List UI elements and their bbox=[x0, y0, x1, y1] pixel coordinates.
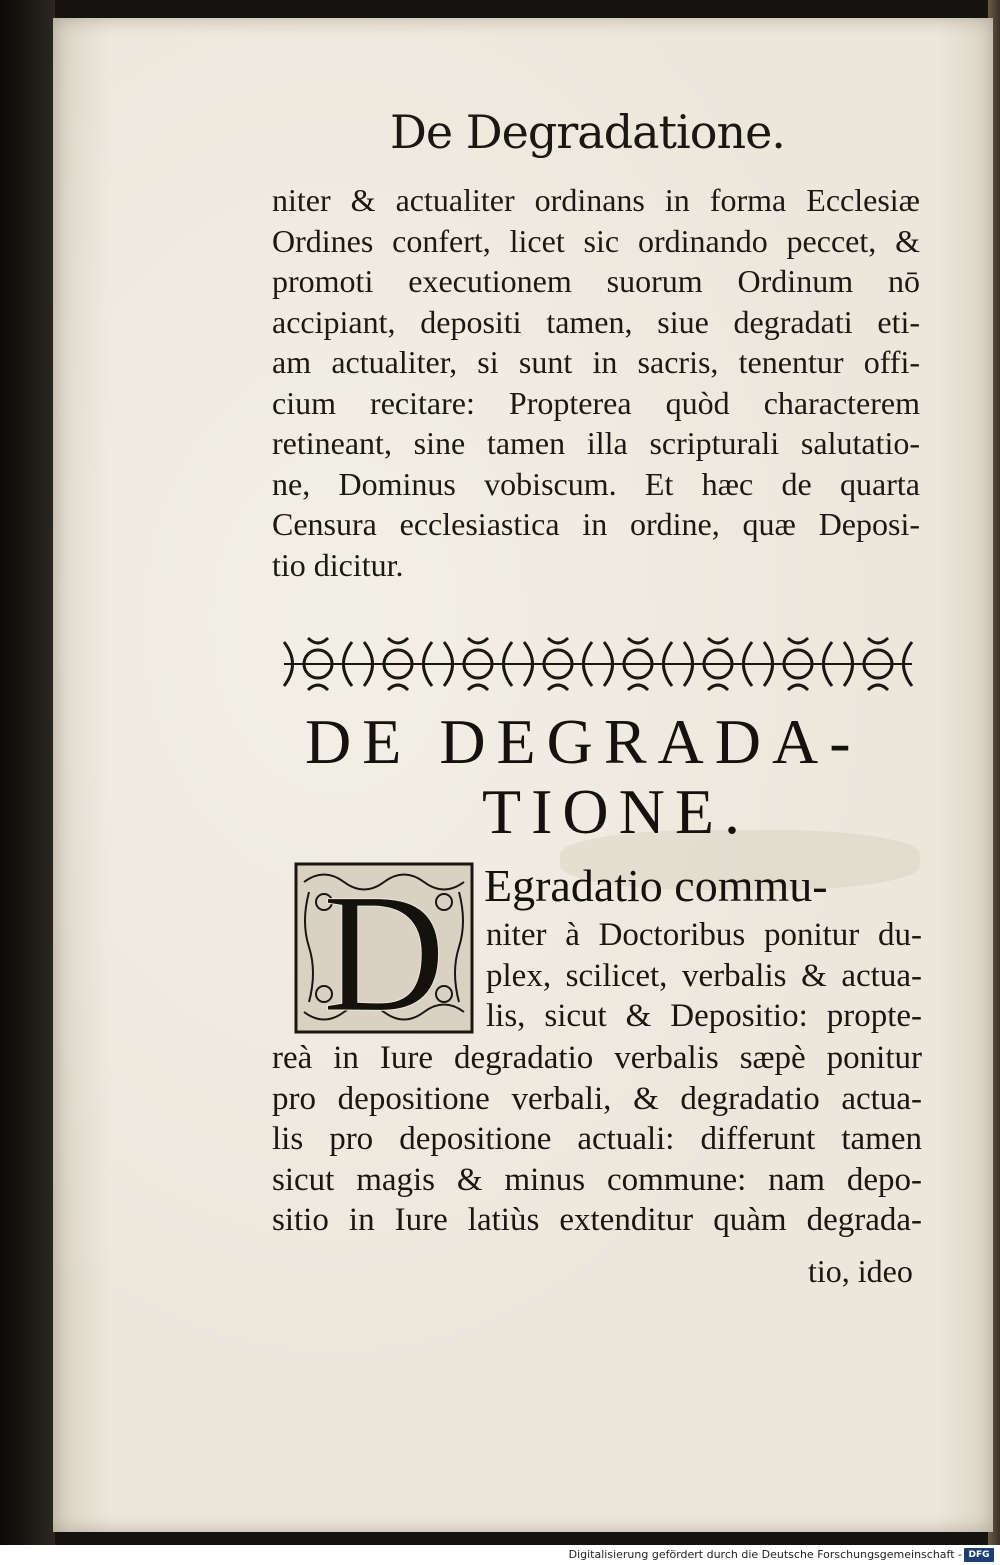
text-line: retineant, sine tamen illa scripturali salutatio- bbox=[272, 425, 920, 461]
text-line: cium recitare: Propterea quòd characterem bbox=[272, 384, 920, 421]
first-line-rest: Egradatio commu- bbox=[484, 860, 828, 911]
text-line: am actualiter, si sunt in sacris, tenentur offi- bbox=[272, 344, 920, 380]
text-line: niter & actualiter ordinans in forma Ecclesiæ bbox=[272, 182, 920, 218]
footer-credit: Digitalisierung gefördert durch die Deutsche Forschungsgemeinschaft - bbox=[568, 1548, 962, 1561]
section-title-line-1: DE DEGRADA- bbox=[305, 706, 862, 777]
text-line: Censura ecclesiastica in ordine, quæ Deposi- bbox=[272, 506, 920, 542]
text-line: tio dicitur. bbox=[272, 546, 404, 583]
text-line: Ordines confert, licet sic ordinando peccet, & bbox=[272, 222, 920, 259]
text-line: niter à Doctoribus ponitur du- bbox=[486, 917, 922, 953]
text-line: promoti executionem suorum Ordinum nō bbox=[272, 263, 920, 299]
scan-background-left bbox=[0, 0, 55, 1545]
text-line: sicut magis & minus commune: nam depo- bbox=[272, 1161, 922, 1198]
text-line: lis, sicut & Depositio: propte- bbox=[486, 998, 922, 1034]
text-line: pro depositione verbali, & degradatio actua- bbox=[272, 1080, 922, 1117]
text-line: accipiant, depositi tamen, siue degradati eti- bbox=[272, 303, 920, 340]
text-line: lis pro depositione actuali: differunt tamen bbox=[272, 1121, 922, 1157]
running-head: De Degradatione. bbox=[390, 105, 785, 159]
text-line: reà in Iure degradatio verbalis sæpè ponitur bbox=[272, 1040, 922, 1076]
catchword: tio, ideo bbox=[808, 1253, 913, 1289]
text-line: sitio in Iure latiùs extenditur quàm degrada- bbox=[272, 1202, 922, 1238]
initial-letter: D bbox=[322, 862, 446, 1034]
ornamental-band-icon bbox=[278, 630, 918, 698]
text-line: ne, Dominus vobiscum. Et hæc de quarta bbox=[272, 465, 920, 502]
decorated-initial-icon bbox=[294, 862, 474, 1034]
dfg-logo: DFG bbox=[964, 1548, 994, 1562]
section-title-line-2: TIONE. bbox=[482, 776, 750, 847]
text-line: plex, scilicet, verbalis & actua- bbox=[486, 957, 922, 994]
